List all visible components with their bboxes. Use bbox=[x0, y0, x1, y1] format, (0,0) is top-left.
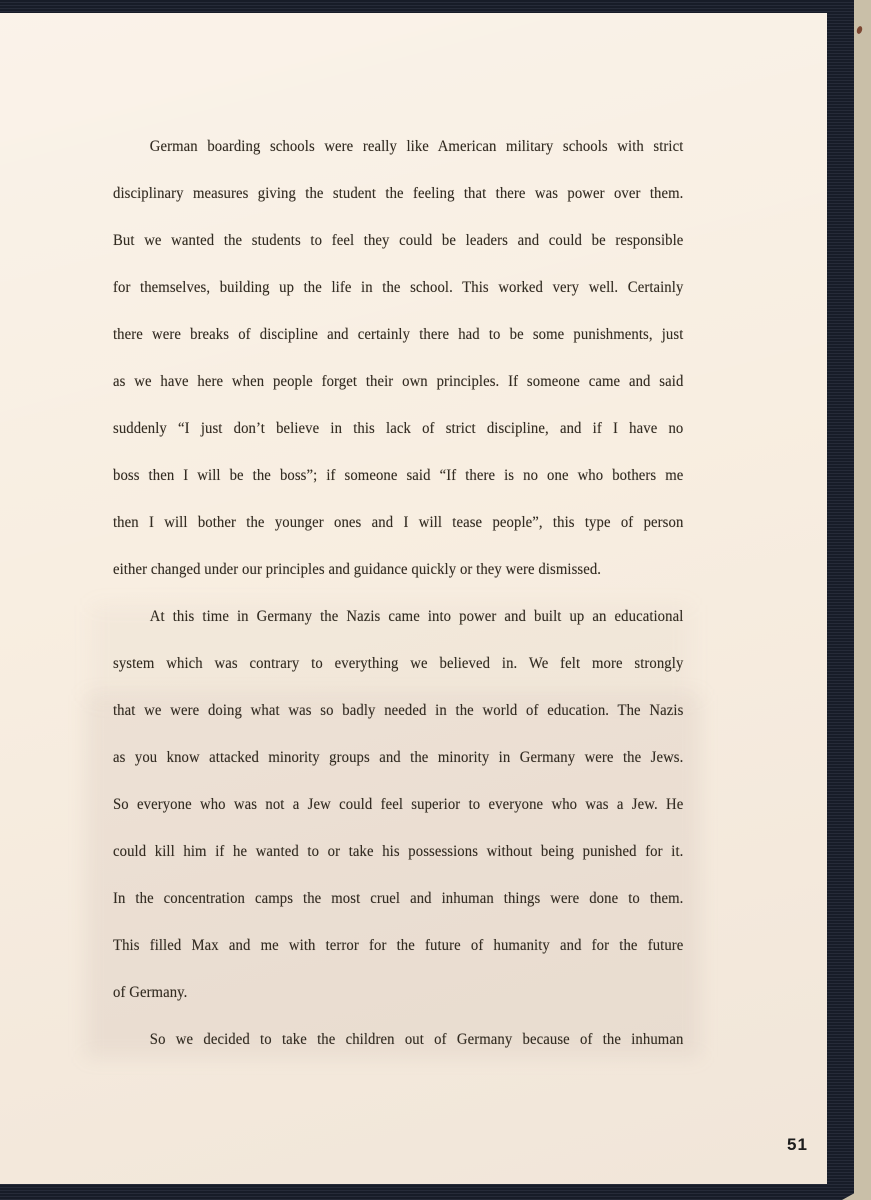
paragraph bbox=[113, 1030, 683, 1077]
text-line: there were breaks of discipline and certainly there had to be some punishments, just bbox=[113, 326, 684, 343]
text-line: In the concentration camps the most cruel and inhuman things were done to them. bbox=[113, 890, 684, 907]
text-line: suddenly “I just don’t believe in this lack of strict discipline, and if I have no bbox=[113, 420, 684, 437]
text-line: could kill him if he wanted to or take his possessions without being punished for it. bbox=[113, 843, 684, 860]
text-line: disciplinary measures giving the student the feeling that there was power over them. bbox=[113, 185, 684, 202]
text-line: as we have here when people forget their own principles. If someone came and said bbox=[113, 373, 684, 390]
text-line: But we wanted the students to feel they could be leaders and could be responsible bbox=[113, 232, 684, 249]
text-line: boss then I will be the boss”; if someone said “If there is no one who bothers me bbox=[113, 467, 684, 484]
paragraph bbox=[113, 607, 683, 1030]
text-line: system which was contrary to everything we believed in. We felt more strongly bbox=[113, 655, 684, 672]
scan-speck bbox=[856, 25, 863, 34]
text-line: that we were doing what was so badly needed in the world of education. The Nazis bbox=[113, 702, 684, 719]
page-number: 51 bbox=[787, 1135, 808, 1154]
text-line: for themselves, building up the life in the school. This worked very well. Certainly bbox=[113, 279, 684, 296]
cover-corner-fold bbox=[842, 1184, 871, 1200]
text-line: then I will bother the younger ones and I will tease people”, this type of person bbox=[113, 514, 684, 531]
text-line: At this time in Germany the Nazis came into power and built up an educational bbox=[149, 608, 684, 625]
text-line: as you know attacked minority groups and the minority in Germany were the Jews. bbox=[113, 749, 684, 766]
book-page bbox=[0, 13, 827, 1184]
text-line: This filled Max and me with terror for the future of humanity and for the future bbox=[113, 937, 684, 954]
page-text bbox=[113, 137, 683, 1077]
text-line: of Germany. bbox=[113, 984, 188, 1001]
text-line: German boarding schools were really like American military schools with strict bbox=[149, 138, 684, 155]
text-line: either changed under our principles and guidance quickly or they were dismissed. bbox=[113, 561, 602, 578]
paragraph bbox=[113, 137, 683, 607]
text-line: So everyone who was not a Jew could feel superior to everyone who was a Jew. He bbox=[113, 796, 684, 813]
text-line: So we decided to take the children out of Germany because of the inhuman bbox=[149, 1031, 684, 1048]
